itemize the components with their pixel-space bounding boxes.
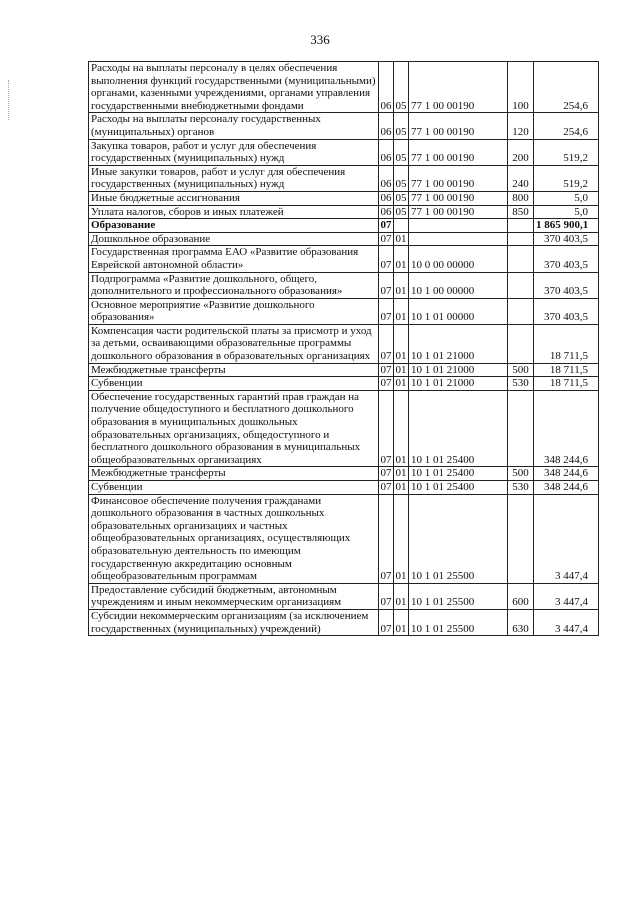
- table-row: [89, 494, 599, 583]
- row-expense-type-cell: 800: [508, 191, 534, 205]
- row-expense-type-cell: [508, 324, 534, 363]
- row-subsection-cell: 01: [394, 298, 409, 324]
- row-target-article-cell: 10 1 01 00000: [409, 298, 508, 324]
- row-subsection-cell: 01: [395, 467, 407, 480]
- row-section-cell: 07: [379, 298, 394, 324]
- row-expense-type-cell: 530: [508, 377, 534, 391]
- row-name-cell: Межбюджетные трансферты: [89, 363, 379, 377]
- row-target-article-cell: 10 1 01 21000: [409, 324, 508, 363]
- row-amount-cell: 18 711,5: [534, 363, 599, 377]
- table-row: [89, 467, 599, 481]
- row-amount-cell: 1 865 900,1: [534, 219, 599, 233]
- row-expense-type-cell: [508, 219, 534, 233]
- row-target-article-cell: 10 1 01 25500: [409, 494, 508, 583]
- row-section-cell: 06: [379, 165, 394, 191]
- row-subsection-cell: 05: [395, 191, 407, 204]
- row-expense-type-cell: 500: [508, 467, 534, 481]
- row-target-article-cell: 77 1 00 00190: [409, 62, 508, 113]
- row-name-cell: Закупка товаров, работ и услуг для обеспечения государственных (муниципальных) нужд: [89, 139, 379, 165]
- row-amount-cell: 18 711,5: [534, 377, 599, 391]
- row-name-cell: Основное мероприятие «Развитие дошкольного образования»: [89, 298, 379, 324]
- row-expense-type-cell: [508, 298, 534, 324]
- row-expense-type-cell: [508, 232, 534, 246]
- row-section-cell: 07: [380, 467, 392, 480]
- row-expense-type-cell: [508, 246, 534, 272]
- row-amount-cell: 370 403,5: [534, 272, 599, 298]
- table-row: [89, 363, 599, 377]
- table-row: [89, 377, 599, 391]
- row-subsection-cell: 01: [394, 609, 409, 635]
- row-target-article-cell: 10 1 01 25500: [409, 583, 508, 609]
- row-target-article-cell: 10 0 00 00000: [409, 246, 508, 272]
- table-row: [89, 246, 599, 272]
- row-name-cell: Иные бюджетные ассигнования: [89, 191, 379, 205]
- row-target-article-cell: 77 1 00 00190: [409, 113, 508, 139]
- row-amount-cell: 348 244,6: [534, 390, 599, 467]
- budget-table-body: [89, 62, 599, 636]
- table-row: [89, 609, 599, 635]
- table-row: [89, 139, 599, 165]
- row-amount-cell: 370 403,5: [534, 298, 599, 324]
- row-name-cell: Обеспечение государственных гарантий прав граждан на получение общедоступного и бесплатного дошкольного образования в муниципальных дошкольных образовательных организациях, общедоступного и бесплатного дошкольного образования в муниципальных общеобразовательных организациях: [89, 390, 379, 467]
- row-section-cell: 07: [380, 377, 392, 390]
- row-amount-cell: 370 403,5: [534, 232, 599, 246]
- row-target-article-cell: 10 1 01 25500: [409, 609, 508, 635]
- row-amount-cell: 3 447,4: [534, 494, 599, 583]
- row-subsection-cell: 05: [394, 62, 409, 113]
- row-amount-cell: 254,6: [534, 113, 599, 139]
- row-expense-type-cell: 500: [508, 363, 534, 377]
- row-expense-type-cell: 100: [508, 62, 534, 113]
- table-row: [89, 165, 599, 191]
- row-subsection-cell: 01: [395, 232, 407, 245]
- scan-margin-marks: [8, 80, 11, 120]
- row-amount-cell: 370 403,5: [534, 246, 599, 272]
- row-target-article-cell: 10 1 01 21000: [409, 377, 508, 391]
- row-section-cell: 06: [379, 139, 394, 165]
- table-row: [89, 324, 599, 363]
- row-expense-type-cell: 530: [508, 481, 534, 495]
- table-row: [89, 481, 599, 495]
- row-section-cell: 07: [379, 390, 394, 467]
- table-row: [89, 191, 599, 205]
- row-name-cell: Межбюджетные трансферты: [89, 467, 379, 481]
- row-name-cell: Расходы на выплаты персоналу государственных (муниципальных) органов: [89, 113, 379, 139]
- row-target-article-cell: 77 1 00 00190: [409, 139, 508, 165]
- row-name-cell: Финансовое обеспечение получения гражданами дошкольного образования в частных дошкольных образовательных организациях и частных общеобразовательных организациях, осуществляющих образовательную деятельность по имеющим государственную аккредитацию основным общеобразовательным программам: [89, 494, 379, 583]
- row-section-cell: 07: [379, 609, 394, 635]
- row-amount-cell: 519,2: [534, 139, 599, 165]
- row-amount-cell: 254,6: [534, 62, 599, 113]
- row-subsection-cell: 01: [394, 324, 409, 363]
- row-expense-type-cell: [508, 272, 534, 298]
- table-row: [89, 113, 599, 139]
- row-expense-type-cell: [508, 494, 534, 583]
- row-amount-cell: 519,2: [534, 165, 599, 191]
- row-amount-cell: 18 711,5: [534, 324, 599, 363]
- row-amount-cell: 5,0: [534, 191, 599, 205]
- row-name-cell: Подпрограмма «Развитие дошкольного, общего, дополнительного и профессионального образования»: [89, 272, 379, 298]
- row-section-cell: 07: [379, 324, 394, 363]
- row-section-cell: 06: [379, 62, 394, 113]
- row-expense-type-cell: 240: [508, 165, 534, 191]
- row-expense-type-cell: 850: [508, 205, 534, 219]
- row-subsection-cell: [394, 219, 409, 233]
- row-subsection-cell: 01: [394, 494, 409, 583]
- row-target-article-cell: [409, 232, 508, 246]
- row-name-cell: Государственная программа ЕАО «Развитие образования Еврейской автономной области»: [89, 246, 379, 272]
- row-target-article-cell: [409, 219, 508, 233]
- row-name-cell: Субвенции: [89, 377, 379, 391]
- row-section-cell: 07: [380, 219, 392, 232]
- row-section-cell: 07: [380, 232, 392, 245]
- row-expense-type-cell: [508, 390, 534, 467]
- row-target-article-cell: 77 1 00 00190: [409, 205, 508, 219]
- row-amount-cell: 348 244,6: [534, 481, 599, 495]
- row-section-cell: 07: [379, 272, 394, 298]
- table-row: [89, 298, 599, 324]
- row-subsection-cell: 05: [394, 165, 409, 191]
- row-section-cell: 06: [379, 113, 394, 139]
- row-section-cell: 07: [380, 481, 392, 493]
- budget-table: [88, 61, 599, 636]
- row-target-article-cell: 10 1 00 00000: [409, 272, 508, 298]
- row-name-cell: Дошкольное образование: [89, 232, 379, 246]
- row-expense-type-cell: 600: [508, 583, 534, 609]
- table-row: [89, 219, 599, 233]
- row-section-cell: 07: [379, 246, 394, 272]
- row-subsection-cell: 01: [395, 363, 407, 376]
- row-subsection-cell: 01: [394, 390, 409, 467]
- row-target-article-cell: 10 1 01 25400: [409, 467, 508, 481]
- row-section-cell: 07: [379, 583, 394, 609]
- table-row: [89, 272, 599, 298]
- row-name-cell: Образование: [89, 219, 379, 233]
- row-section-cell: 06: [380, 191, 392, 204]
- table-row: [89, 62, 599, 113]
- row-subsection-cell: 05: [394, 139, 409, 165]
- row-expense-type-cell: 120: [508, 113, 534, 139]
- row-expense-type-cell: 200: [508, 139, 534, 165]
- row-expense-type-cell: 630: [508, 609, 534, 635]
- table-row: [89, 205, 599, 219]
- row-subsection-cell: 01: [394, 246, 409, 272]
- row-section-cell: 07: [379, 494, 394, 583]
- page-number: 336: [310, 32, 330, 47]
- row-name-cell: Субвенции: [89, 481, 379, 495]
- row-name-cell: Компенсация части родительской платы за присмотр и уход за детьми, осваивающими образовательные программы дошкольного образования в образовательных организациях: [89, 324, 379, 363]
- row-target-article-cell: 77 1 00 00190: [409, 191, 508, 205]
- row-name-cell: Расходы на выплаты персоналу в целях обеспечения выполнения функций государственными (муниципальными) органами, казенными учреждениями, органами управления государственными внебюджетными фондами: [89, 62, 379, 113]
- table-row: [89, 583, 599, 609]
- row-section-cell: 06: [380, 205, 392, 218]
- row-section-cell: 07: [380, 363, 392, 376]
- row-amount-cell: 3 447,4: [534, 609, 599, 635]
- row-subsection-cell: 01: [394, 272, 409, 298]
- row-amount-cell: 348 244,6: [534, 467, 599, 481]
- row-target-article-cell: 10 1 01 21000: [409, 363, 508, 377]
- row-subsection-cell: 01: [394, 583, 409, 609]
- row-target-article-cell: 10 1 01 25400: [409, 481, 508, 495]
- row-target-article-cell: 10 1 01 25400: [409, 390, 508, 467]
- row-amount-cell: 5,0: [534, 205, 599, 219]
- row-subsection-cell: 01: [395, 481, 407, 493]
- row-name-cell: Иные закупки товаров, работ и услуг для обеспечения государственных (муниципальных) нужд: [89, 165, 379, 191]
- row-name-cell: Уплата налогов, сборов и иных платежей: [89, 205, 379, 219]
- row-subsection-cell: 05: [394, 113, 409, 139]
- row-target-article-cell: 77 1 00 00190: [409, 165, 508, 191]
- row-subsection-cell: 05: [395, 205, 407, 218]
- row-amount-cell: 3 447,4: [534, 583, 599, 609]
- row-name-cell: Предоставление субсидий бюджетным, автономным учреждениям и иным некоммерческим организациям: [89, 583, 379, 609]
- row-name-cell: Субсидии некоммерческим организациям (за исключением государственных (муниципальных) учреждений): [89, 609, 379, 635]
- table-row: [89, 390, 599, 467]
- row-subsection-cell: 01: [395, 377, 407, 390]
- table-row: [89, 232, 599, 246]
